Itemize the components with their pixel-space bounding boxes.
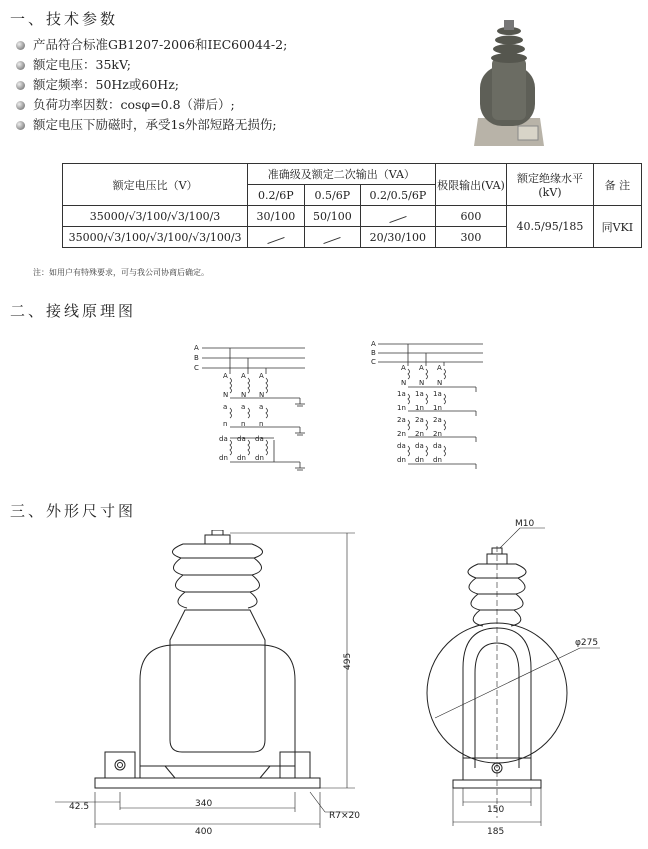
label-n: n [241,420,246,428]
dim-340: 340 [195,799,213,809]
label-2a: 2a [397,416,406,424]
spec-item: 额定电压：35kV; [16,55,287,75]
label-A: A [259,372,264,380]
cell-remark: 同VKI [593,206,641,248]
label-n: n [223,420,228,428]
label-A: A [194,344,199,352]
label-a: a [241,403,246,411]
label-dn: dn [415,456,424,464]
label-n: n [259,420,264,428]
wiring-diagram-1 [190,340,320,475]
cell-r1-c1: 30/100 [248,206,305,227]
label-2a: 2a [433,416,442,424]
label-a: a [259,403,264,411]
front-view-drawing [55,530,385,840]
label-B: B [371,349,376,357]
dim-m10: M10 [515,519,535,529]
label-da: da [255,435,264,443]
spec-item: 额定电压下励磁时，承受1s外部短路无损伤; [16,115,287,135]
dim-42-5: 42.5 [69,802,90,812]
label-da: da [397,442,406,450]
empty-slash [389,215,406,222]
dim-400: 400 [195,827,213,837]
cell-r2-c3: 20/30/100 [361,227,436,248]
th-accuracy: 准确级及额定二次输出（VA） [248,164,436,185]
spec-item: 产品符合标准GB1207-2006和IEC60044-2; [16,35,287,55]
th-sub2: 0.5/6P [304,185,361,206]
bullet-icon [16,121,25,130]
label-1n: 1n [415,404,424,412]
th-insulation: 额定绝缘水平(kV) [507,164,593,206]
dim-150: 150 [487,805,505,815]
cell-r1-c2: 50/100 [304,206,361,227]
spec-item: 负荷功率因数：cosφ=0.8（滞后）; [16,95,287,115]
label-dn: dn [237,454,246,462]
cell-r1-c3 [361,206,436,227]
label-2a: 2a [415,416,424,424]
th-remark: 备 注 [593,164,641,206]
th-sub3: 0.2/0.5/6P [361,185,436,206]
label-A: A [223,372,228,380]
cell-r1-limit: 600 [435,206,507,227]
cell-r2-c1 [248,227,305,248]
th-limit: 极限输出(VA) [435,164,507,206]
label-1a: 1a [433,390,442,398]
label-1a: 1a [397,390,406,398]
dim-185: 185 [487,827,505,837]
label-A: A [371,340,376,348]
dim-r7: R7×20 [329,811,360,821]
section-title-spec: 一、技术参数 [10,10,119,28]
label-N: N [437,379,443,387]
dim-diameter: φ275 [575,638,599,648]
spec-table [62,163,642,248]
label-a: a [223,403,228,411]
label-da: da [433,442,442,450]
th-ratio: 额定电压比（V） [63,164,248,206]
label-N: N [419,379,425,387]
bullet-icon [16,81,25,90]
side-view-drawing [415,518,615,840]
cell-r2-limit: 300 [435,227,507,248]
section-title-dimensions: 三、外形尺寸图 [10,502,137,520]
empty-slash [324,236,341,243]
bullet-icon [16,61,25,70]
label-A: A [419,364,424,372]
label-A: A [241,372,246,380]
bullet-icon [16,41,25,50]
th-sub1: 0.2/6P [248,185,305,206]
label-N: N [223,391,229,399]
label-1n: 1n [397,404,406,412]
label-da: da [237,435,246,443]
product-photo [470,18,550,148]
label-da: da [415,442,424,450]
label-N: N [241,391,247,399]
label-C: C [371,358,376,366]
cell-insulation: 40.5/95/185 [507,206,593,248]
section-title-wiring: 二、接线原理图 [10,302,137,320]
label-A: A [401,364,406,372]
cell-r2-ratio: 35000/√3/100/√3/100/√3/100/3 [63,227,248,248]
cell-r1-ratio: 35000/√3/100/√3/100/3 [63,206,248,227]
label-1n: 1n [433,404,442,412]
label-dn: dn [397,456,406,464]
spec-item: 额定频率：50Hz或60Hz; [16,75,287,95]
label-1a: 1a [415,390,424,398]
bullet-icon [16,101,25,110]
cell-r2-c2 [304,227,361,248]
label-2n: 2n [415,430,424,438]
empty-slash [267,236,284,243]
label-da: da [219,435,228,443]
label-dn: dn [219,454,228,462]
label-C: C [194,364,199,372]
table-note: 注：如用户有特殊要求，可与我公司协商后确定。 [33,268,209,277]
label-N: N [259,391,265,399]
label-B: B [194,354,199,362]
label-A: A [437,364,442,372]
label-N: N [401,379,407,387]
spec-list [16,35,287,135]
label-2n: 2n [433,430,442,438]
dim-height: 495 [343,652,353,670]
label-dn: dn [255,454,264,462]
label-dn: dn [433,456,442,464]
wiring-diagram-2 [368,336,493,471]
label-2n: 2n [397,430,406,438]
